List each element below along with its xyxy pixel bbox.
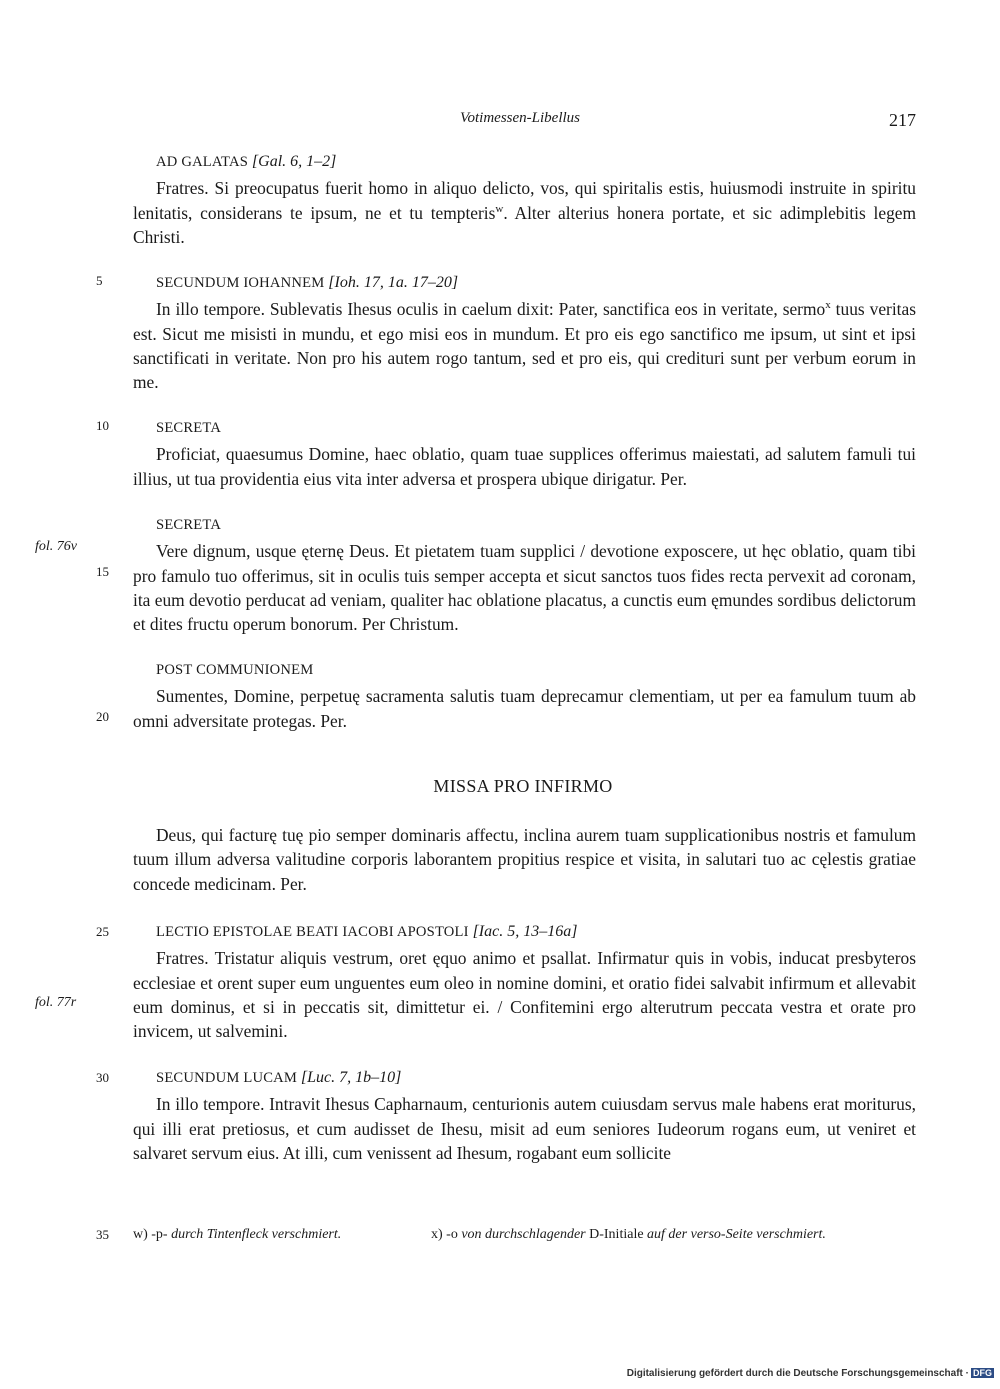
line-number: 25 (96, 924, 109, 939)
footnote-marker: w (495, 202, 504, 215)
mass-title: MISSA PRO INFIRMO (433, 776, 613, 796)
reading-iohannem (133, 271, 916, 394)
section-heading: SECRETA (156, 420, 222, 436)
prayer-postcommunio (133, 658, 916, 733)
reading-iacobi (133, 920, 916, 1043)
reading-text: In illo tempore. Intravit Ihesus Capharnaum, centurionis autem cuiusdam servus male habens erat moriturus, qui illi erat pretiosus, et cum audisset de Ihesu, misit ad eum seniores Iudeorum rogans eum, ut veniret et salvaret servum eius. At illi, cum venissent ad Ihesum, rogabant eum sollicite (133, 1094, 916, 1163)
section-heading (133, 271, 916, 295)
heading-label: SECUNDUM IOHANNEM (156, 275, 325, 291)
footnote-text: D-Initiale (589, 1227, 644, 1242)
line-number: 5 (96, 273, 103, 288)
line-number: 35 (96, 1227, 109, 1242)
funding-credit (627, 1368, 994, 1379)
footnote-marker: x (825, 299, 831, 312)
scripture-reference: [Luc. 7, 1b–10] (300, 1069, 402, 1086)
section-heading (133, 920, 916, 944)
prayer-text: Proficiat, quaesumus Domine, haec oblatio, quam tuae supplices offerimus maiestati, ad salutem famuli tui illius, ut tua providentia eius vita inter adversa et prospera ubique dirigatur. Per. (133, 444, 916, 489)
line-number: 10 (96, 418, 109, 433)
line-number: 30 (96, 1070, 109, 1085)
footnote-text: durch Tintenfleck verschmiert. (171, 1227, 342, 1242)
text-segment: tuus veritas est. Sicut me misisti in mundu, et ego misi eos in mundum. Et pro eis ego sanctifico me ipsum, ut sint et ipsi sanctificati in veritate. Non pro his autem rogo tantum, sed et pro eis, qui credituri sunt per verbum eorum in me. (133, 299, 916, 393)
footnote-label: w) -p- (133, 1227, 168, 1242)
section-heading: POST COMMUNIONEM (156, 662, 314, 678)
reading-galatas (133, 150, 916, 249)
heading-label: LECTIO EPISTOLAE BEATI IACOBI APOSTOLI (156, 924, 469, 940)
reading-text: Fratres. Tristatur aliquis vestrum, oret ęquo animo et psallat. Infirmatur quis in vobis, inducat presbyteros ecclesiae et orent super eum unguentes eum oleo in nomine domini, et oratio fidei salvabit infirmum et allevabit eum dominus, et si in peccatis sit, dimittetur ei. / Confitemini ergo alterutrum peccata vestra et orate pro invicem, ut salvemini. (133, 948, 916, 1042)
scripture-reference: [Ioh. 17, 1a. 17–20] (328, 274, 459, 291)
text-segment: In illo tempore. Sublevatis Ihesus oculis in caelum dixit: Pater, sanctifica eos in veritate, sermo (156, 299, 826, 320)
footnote-x (431, 1227, 826, 1243)
footnote-w (133, 1227, 341, 1242)
prayer-text: Deus, qui facturę tuę pio semper dominaris affectu, inclina aurem tuam supplicationibus nostris et famulum tuum illum adversa valitudine corporis laborantem propitius respice et visita, in salutari tuo ac cęlestis gratiae concede medicinam. Per. (133, 825, 916, 894)
heading-label: SECUNDUM LUCAM (156, 1070, 298, 1086)
reading-lucam (133, 1066, 916, 1165)
reading-text (133, 176, 916, 249)
folio-mark: fol. 77r (35, 995, 77, 1010)
dfg-logo-icon: DFG (973, 1368, 992, 1378)
footnote-text: von durchschlagender (461, 1227, 586, 1242)
prayer-secreta-2 (133, 513, 916, 636)
section-heading: SECRETA (156, 517, 222, 533)
scripture-reference: [Gal. 6, 1–2] (251, 153, 337, 170)
reading-text (133, 297, 916, 394)
heading-label: AD GALATAS (156, 154, 249, 170)
line-number: 20 (96, 709, 109, 724)
prayer-text: Sumentes, Domine, perpetuę sacramenta salutis tuam deprecamur clementiam, ut per ea famulum tuum ab omni adversitate protegas. Per. (133, 686, 916, 731)
section-heading (133, 150, 916, 174)
scripture-reference: [Iac. 5, 13–16a] (472, 923, 578, 940)
page-number: 217 (889, 110, 916, 130)
prayer-oratio (133, 823, 916, 896)
line-number: 15 (96, 564, 109, 579)
footnote-label: x) -o (431, 1227, 458, 1242)
credit-text: Digitalisierung gefördert durch die Deutsche Forschungsgemeinschaft · (626, 1368, 969, 1379)
section-heading (133, 1066, 916, 1090)
prayer-secreta (133, 416, 916, 491)
text-segment: . Alter alterius honera portate, et sic adimplebitis legem Christi. (133, 202, 917, 247)
text-segment: Fratres. Si preocupatus fuerit homo in aliquo delicto, vos, qui spiritalis estis, huiusmodi instruite in spiritu lenitatis, considerans te ipsum, ne et tu tempteris (133, 178, 916, 223)
running-title: Votimessen-Libellus (460, 110, 580, 126)
footnotes (133, 1227, 826, 1243)
prayer-text: Vere dignum, usque ęternę Deus. Et pietatem tuam supplici / devotione exposcere, ut hęc oblatio, quam tibi pro famulo tuo offerimus, sit in oculis tuis semper accepta et sicut sanctos tuos fides recta pervexit ad coronam, ita eum devotio perducat ad veniam, qualiter hac oblatione placatus, a cunctis eum ęmundes sordibus delictorum et dites fructu operum bonorum. Per Christum. (133, 541, 916, 635)
footnote-text: auf der verso-Seite verschmiert. (647, 1227, 826, 1242)
folio-mark: fol. 76v (35, 539, 77, 554)
